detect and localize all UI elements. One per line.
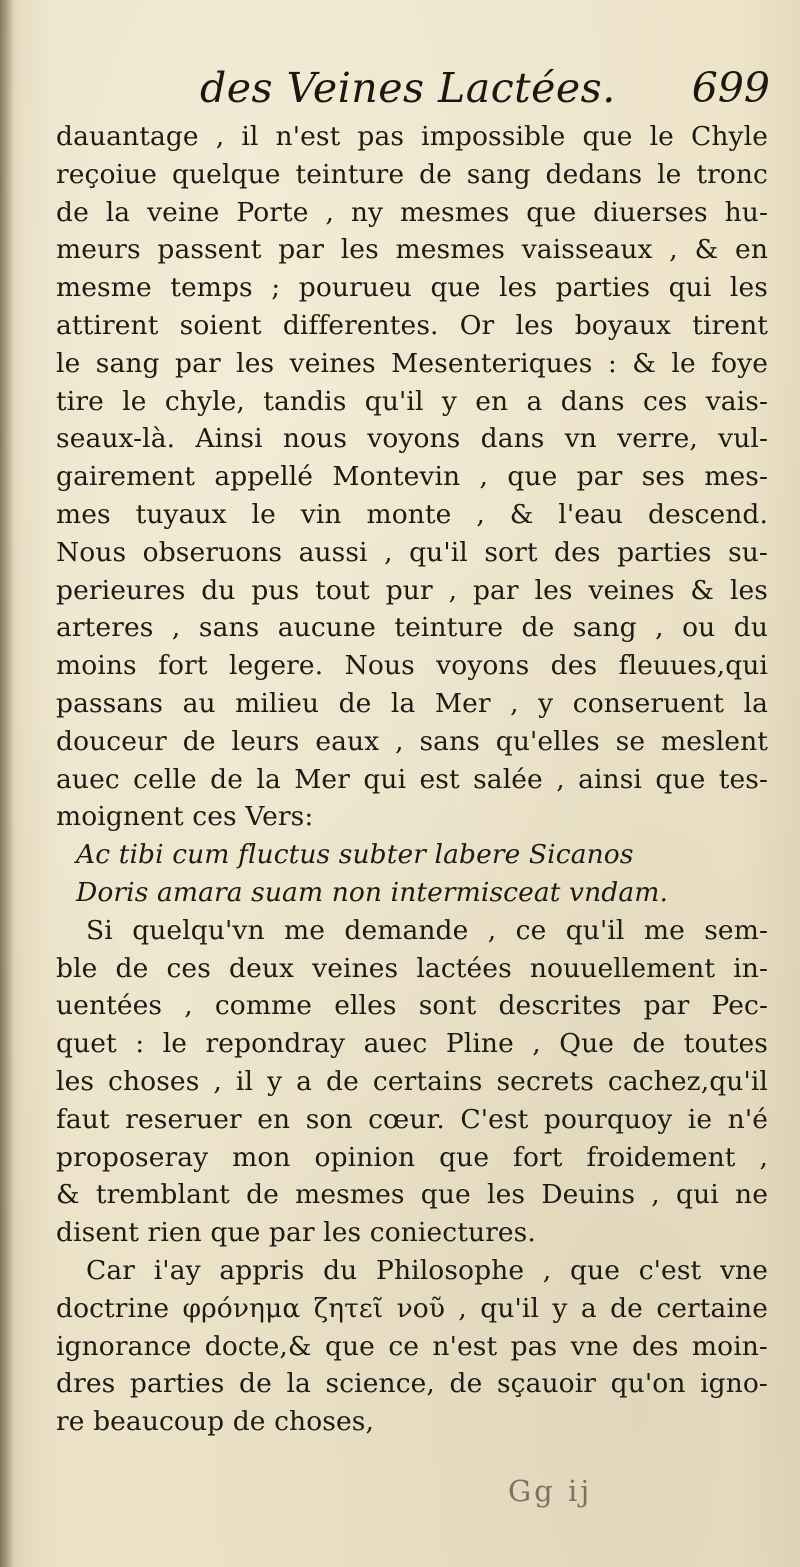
text-line: le sang par les veines Mesenteriques : & le foye: [56, 347, 768, 379]
signature-mark: Gg ij: [508, 1474, 593, 1508]
text-line: les choses , il y a de certains secrets cachez,qu'il: [56, 1065, 768, 1097]
page-number: 699: [691, 64, 770, 112]
verse-line: Ac tibi cum fluctus subter labere Sicanos: [76, 839, 634, 871]
text-line: passans au milieu de la Mer , y conseruent la: [56, 687, 768, 719]
text-line: proposeray mon opinion que fort froidement ,: [56, 1141, 768, 1173]
binding-shadow: [0, 0, 14, 1567]
running-head: des Veines Lactées.: [200, 64, 616, 112]
text-line: seaux-là. Ainsi nous voyons dans vn verre, vul-: [56, 423, 768, 455]
text-line: disent rien que par les coniectures.: [56, 1217, 536, 1249]
text-line: ignorance docte,& que ce n'est pas vne des moin-: [56, 1330, 768, 1362]
text-line: mes tuyaux le vin monte , & l'eau descend.: [56, 498, 768, 530]
verse-line: Doris amara suam non intermisceat vndam.: [76, 876, 669, 908]
text-line: auec celle de la Mer qui est salée , ainsi que tes-: [56, 763, 768, 795]
text-line: faut reseruer en son cœur. C'est pourquoy ie n'é: [56, 1103, 768, 1135]
text-line: & tremblant de mesmes que les Deuins , qui ne: [56, 1179, 768, 1211]
text-line: tire le chyle, tandis qu'il y en a dans ces vais-: [56, 385, 768, 417]
text-line: reçoiue quelque teinture de sang dedans le tronc: [56, 158, 768, 190]
text-line: moignent ces Vers:: [56, 801, 314, 833]
text-line: ble de ces deux veines lactées nouuellement in-: [56, 952, 768, 984]
text-line: dauantage , il n'est pas impossible que le Chyle: [56, 121, 768, 152]
text-line: dres parties de la science, de sçauoir qu'on igno-: [56, 1368, 768, 1400]
text-line: gairement appellé Montevin , que par ses mes-: [56, 461, 768, 493]
text-line: Si quelqu'vn me demande , ce qu'il me sem-: [86, 914, 768, 946]
text-line: uentées , comme elles sont descrites par Pec-: [56, 990, 768, 1022]
page-header: [60, 64, 770, 116]
text-line: Car i'ay appris du Philosophe , que c'est vne: [86, 1254, 768, 1286]
text-line: meurs passent par les mesmes vaisseaux , & en: [56, 234, 768, 266]
text-line: re beaucoup de choses,: [56, 1406, 374, 1438]
text-line: Nous obseruons aussi , qu'il sort des parties su-: [56, 536, 768, 568]
text-line: arteres , sans aucune teinture de sang , ou du: [56, 612, 768, 644]
text-line: quet : le repondray auec Pline , Que de toutes: [56, 1028, 768, 1060]
text-line: perieures du pus tout pur , par les veines & les: [56, 574, 768, 606]
text-line: mesme temps ; pourueu que les parties qui les: [56, 272, 768, 304]
text-line: douceur de leurs eaux , sans qu'elles se meslent: [56, 725, 768, 757]
text-line: doctrine φρόνημα ζητεῖ νοῦ , qu'il y a de certaine: [56, 1292, 768, 1324]
body-text: [56, 118, 768, 1441]
text-line: de la veine Porte , ny mesmes que diuerses hu-: [56, 196, 768, 228]
text-line: attirent soient differentes. Or les boyaux tirent: [56, 309, 768, 341]
text-line: moins fort legere. Nous voyons des fleuues,qui: [56, 650, 768, 682]
